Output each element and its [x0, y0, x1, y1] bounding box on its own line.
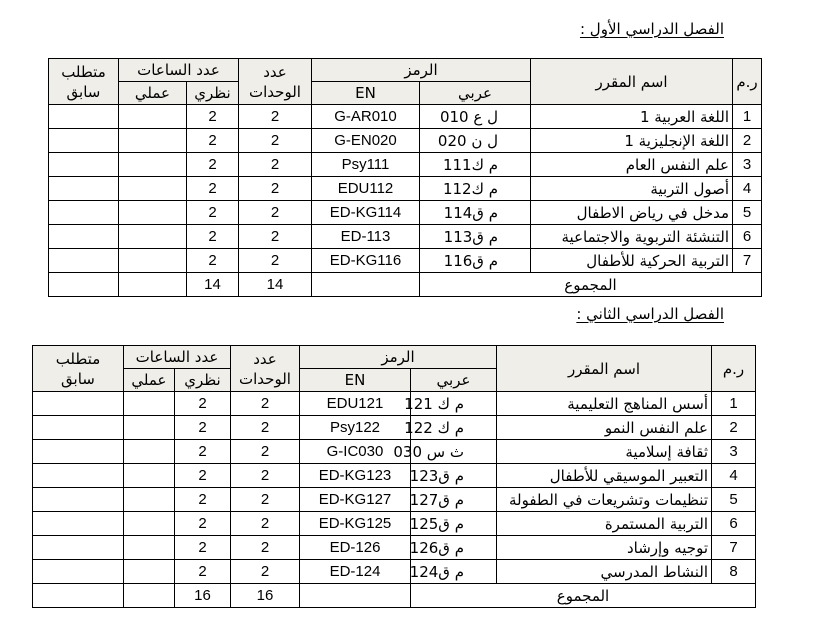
course-units: 2	[238, 105, 311, 129]
course-number: 1	[733, 105, 762, 129]
course-theory-hours: 2	[186, 153, 238, 177]
course-prerequisite	[32, 440, 123, 464]
course-number: 4	[712, 464, 756, 488]
course-practical-hours	[123, 512, 174, 536]
course-units: 2	[230, 392, 299, 416]
course-code-en: Psy111	[311, 153, 419, 177]
header-practical: عملي	[118, 82, 186, 105]
course-code-en: G-EN020	[311, 129, 419, 153]
header-code-ar: عربي	[411, 369, 497, 392]
course-name: التربية الحركية للأطفال	[531, 249, 733, 273]
course-name: اللغة العربية 1	[531, 105, 733, 129]
course-row	[32, 512, 755, 536]
course-units: 2	[230, 464, 299, 488]
course-theory-hours: 2	[174, 440, 230, 464]
course-code-ar: م ق116	[420, 249, 531, 273]
course-name: التنشئة التربوية والاجتماعية	[531, 225, 733, 249]
header-rm: ر.م	[712, 346, 756, 392]
course-code-ar: م ك 122	[411, 416, 497, 440]
course-number: 1	[712, 392, 756, 416]
course-code-en: ED-124	[299, 560, 410, 584]
course-units: 2	[230, 560, 299, 584]
course-number: 5	[712, 488, 756, 512]
total-row	[32, 584, 755, 608]
course-name: علم النفس النمو	[497, 416, 712, 440]
total-blank	[311, 273, 419, 297]
total-units: 14	[238, 273, 311, 297]
course-number: 5	[733, 201, 762, 225]
course-code-ar: م ق126	[411, 536, 497, 560]
course-row	[32, 536, 755, 560]
course-prerequisite	[48, 225, 118, 249]
total-units: 16	[230, 584, 299, 608]
course-prerequisite	[48, 105, 118, 129]
course-code-ar: ل ن 020	[420, 129, 531, 153]
course-code-ar: ث س 030	[411, 440, 497, 464]
course-practical-hours	[118, 249, 186, 273]
course-name: اللغة الإنجليزية 1	[531, 129, 733, 153]
course-units: 2	[238, 249, 311, 273]
course-prerequisite	[48, 249, 118, 273]
course-prerequisite	[32, 560, 123, 584]
header-units	[238, 59, 311, 105]
course-name: التربية المستمرة	[497, 512, 712, 536]
course-units: 2	[230, 488, 299, 512]
course-code-ar: م ك 121	[411, 392, 497, 416]
course-code-en: ED-113	[311, 225, 419, 249]
course-row	[48, 177, 761, 201]
course-theory-hours: 2	[174, 488, 230, 512]
total-practical	[123, 584, 174, 608]
course-prerequisite	[48, 201, 118, 225]
course-name: أصول التربية	[531, 177, 733, 201]
course-practical-hours	[123, 488, 174, 512]
course-practical-hours	[123, 464, 174, 488]
header-prereq	[32, 346, 123, 392]
course-units: 2	[238, 201, 311, 225]
course-units: 2	[238, 153, 311, 177]
course-code-ar: م ق127	[411, 488, 497, 512]
header-prereq-line2: سابق	[66, 82, 101, 101]
total-theory: 16	[174, 584, 230, 608]
semester1-table	[48, 58, 762, 297]
total-theory: 14	[186, 273, 238, 297]
semester2-table	[32, 345, 756, 608]
course-prerequisite	[32, 536, 123, 560]
course-number: 7	[712, 536, 756, 560]
course-theory-hours: 2	[174, 416, 230, 440]
course-prerequisite	[32, 416, 123, 440]
course-practical-hours	[118, 225, 186, 249]
course-number: 8	[712, 560, 756, 584]
course-theory-hours: 2	[174, 464, 230, 488]
course-row	[32, 488, 755, 512]
header-theory: نظري	[174, 369, 230, 392]
course-prerequisite	[32, 512, 123, 536]
course-theory-hours: 2	[174, 536, 230, 560]
course-code-en: Psy122	[299, 416, 410, 440]
course-units: 2	[230, 536, 299, 560]
total-prereq	[48, 273, 118, 297]
course-name: التعبير الموسيقي للأطفال	[497, 464, 712, 488]
course-theory-hours: 2	[186, 249, 238, 273]
course-units: 2	[230, 440, 299, 464]
course-code-ar: م ق114	[420, 201, 531, 225]
course-number: 7	[733, 249, 762, 273]
course-practical-hours	[123, 440, 174, 464]
course-practical-hours	[118, 177, 186, 201]
course-code-ar: م ك111	[420, 153, 531, 177]
header-code-en: EN	[299, 369, 410, 392]
header-prereq-line1: متطلب	[55, 349, 101, 368]
course-prerequisite	[32, 392, 123, 416]
course-prerequisite	[32, 488, 123, 512]
course-code-en: EDU112	[311, 177, 419, 201]
course-number: 2	[712, 416, 756, 440]
header-code-ar: عربي	[420, 82, 531, 105]
header-rm: ر.م	[733, 59, 762, 105]
header-hours: عدد الساعات	[118, 59, 238, 82]
header-units	[230, 346, 299, 392]
header-practical: عملي	[123, 369, 174, 392]
total-label: المجموع	[420, 273, 762, 297]
course-theory-hours: 2	[174, 560, 230, 584]
course-number: 3	[712, 440, 756, 464]
course-prerequisite	[48, 129, 118, 153]
course-name: مدخل في رياض الاطفال	[531, 201, 733, 225]
course-prerequisite	[32, 464, 123, 488]
semester2-heading: الفصل الدراسي الثاني :	[576, 305, 724, 323]
course-code-en: G-AR010	[311, 105, 419, 129]
course-name: أسس المناهج التعليمية	[497, 392, 712, 416]
course-theory-hours: 2	[186, 129, 238, 153]
course-row	[32, 392, 755, 416]
header-theory: نظري	[186, 82, 238, 105]
header-code: الرمز	[299, 346, 496, 369]
course-code-ar: م ق124	[411, 560, 497, 584]
course-code-ar: م ق125	[411, 512, 497, 536]
course-number: 2	[733, 129, 762, 153]
course-row	[48, 249, 761, 273]
course-row	[48, 153, 761, 177]
header-code-en: EN	[311, 82, 419, 105]
course-code-ar: م ق123	[411, 464, 497, 488]
course-row	[32, 464, 755, 488]
course-practical-hours	[118, 153, 186, 177]
header-prereq-line1: متطلب	[61, 62, 106, 81]
course-practical-hours	[123, 416, 174, 440]
course-practical-hours	[118, 201, 186, 225]
course-practical-hours	[123, 536, 174, 560]
course-code-ar: م ق113	[420, 225, 531, 249]
course-theory-hours: 2	[186, 177, 238, 201]
course-name: ثقافة إسلامية	[497, 440, 712, 464]
header-course-name: اسم المقرر	[497, 346, 712, 392]
course-row	[48, 201, 761, 225]
course-row	[32, 440, 755, 464]
semester1-heading: الفصل الدراسي الأول :	[579, 20, 724, 38]
course-units: 2	[238, 177, 311, 201]
header-prereq	[48, 59, 118, 105]
course-practical-hours	[123, 560, 174, 584]
course-number: 6	[712, 512, 756, 536]
header-units-line1: عدد	[253, 349, 277, 368]
course-number: 6	[733, 225, 762, 249]
total-label: المجموع	[411, 584, 756, 608]
header-course-name: اسم المقرر	[531, 59, 733, 105]
course-theory-hours: 2	[186, 105, 238, 129]
course-row	[32, 416, 755, 440]
course-code-ar: م ك112	[420, 177, 531, 201]
course-practical-hours	[118, 129, 186, 153]
course-prerequisite	[48, 177, 118, 201]
course-number: 4	[733, 177, 762, 201]
course-units: 2	[238, 129, 311, 153]
course-practical-hours	[123, 392, 174, 416]
course-code-en: G-IC030	[299, 440, 410, 464]
header-hours: عدد الساعات	[123, 346, 230, 369]
course-number: 3	[733, 153, 762, 177]
header-code: الرمز	[311, 59, 530, 82]
course-code-en: ED-KG114	[311, 201, 419, 225]
course-name: تنظيمات وتشريعات في الطفولة	[497, 488, 712, 512]
course-row	[48, 225, 761, 249]
course-name: علم النفس العام	[531, 153, 733, 177]
course-code-en: ED-126	[299, 536, 410, 560]
course-code-en: ED-KG125	[299, 512, 410, 536]
course-code-en: ED-KG116	[311, 249, 419, 273]
course-prerequisite	[48, 153, 118, 177]
course-practical-hours	[118, 105, 186, 129]
course-name: توجيه وإرشاد	[497, 536, 712, 560]
header-units-line2: الوحدات	[239, 369, 291, 388]
course-row	[48, 105, 761, 129]
course-units: 2	[238, 225, 311, 249]
course-code-en: ED-KG127	[299, 488, 410, 512]
course-code-en: EDU121	[299, 392, 410, 416]
header-units-line1: عدد	[263, 62, 287, 81]
header-units-line2: الوحدات	[249, 82, 301, 101]
course-name: النشاط المدرسي	[497, 560, 712, 584]
total-row	[48, 273, 761, 297]
course-theory-hours: 2	[174, 392, 230, 416]
course-code-en: ED-KG123	[299, 464, 410, 488]
course-units: 2	[230, 416, 299, 440]
course-row	[48, 129, 761, 153]
total-blank	[299, 584, 410, 608]
total-practical	[118, 273, 186, 297]
course-code-ar: ل ع 010	[420, 105, 531, 129]
course-row	[32, 560, 755, 584]
course-theory-hours: 2	[186, 225, 238, 249]
course-theory-hours: 2	[186, 201, 238, 225]
header-prereq-line2: سابق	[61, 369, 95, 388]
course-theory-hours: 2	[174, 512, 230, 536]
course-units: 2	[230, 512, 299, 536]
total-prereq	[32, 584, 123, 608]
